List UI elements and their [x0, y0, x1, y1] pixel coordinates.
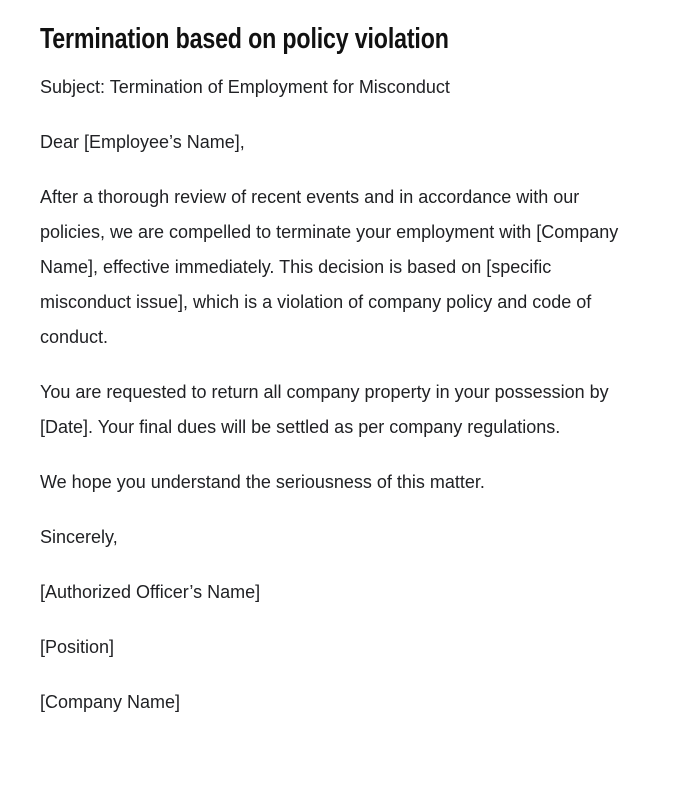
- closing-line: Sincerely,: [40, 527, 118, 547]
- subject-line: Subject: Termination of Employment for Misconduct: [40, 77, 450, 97]
- salutation: Dear [Employee’s Name],: [40, 132, 245, 152]
- page-title: Termination based on policy violation: [40, 23, 449, 55]
- signature-line-officer-name: [Authorized Officer’s Name]: [40, 582, 261, 602]
- signature-line-company-name: [Company Name]: [40, 692, 181, 712]
- body-paragraph-3: We hope you understand the seriousness of this matter.: [40, 472, 485, 492]
- body-paragraph-1: After a thorough review of recent events and in accordance with our policies, we are compelled to terminate your employment with [Company Name], effective immediately. This decision is based on [specific misconduct issue], which is a violation of company policy and code of conduct.: [40, 187, 619, 347]
- body-paragraph-2: You are requested to return all company property in your possession by [Date]. Your final dues will be settled as per company regulations.: [40, 382, 609, 437]
- signature-line-position: [Position]: [40, 637, 115, 657]
